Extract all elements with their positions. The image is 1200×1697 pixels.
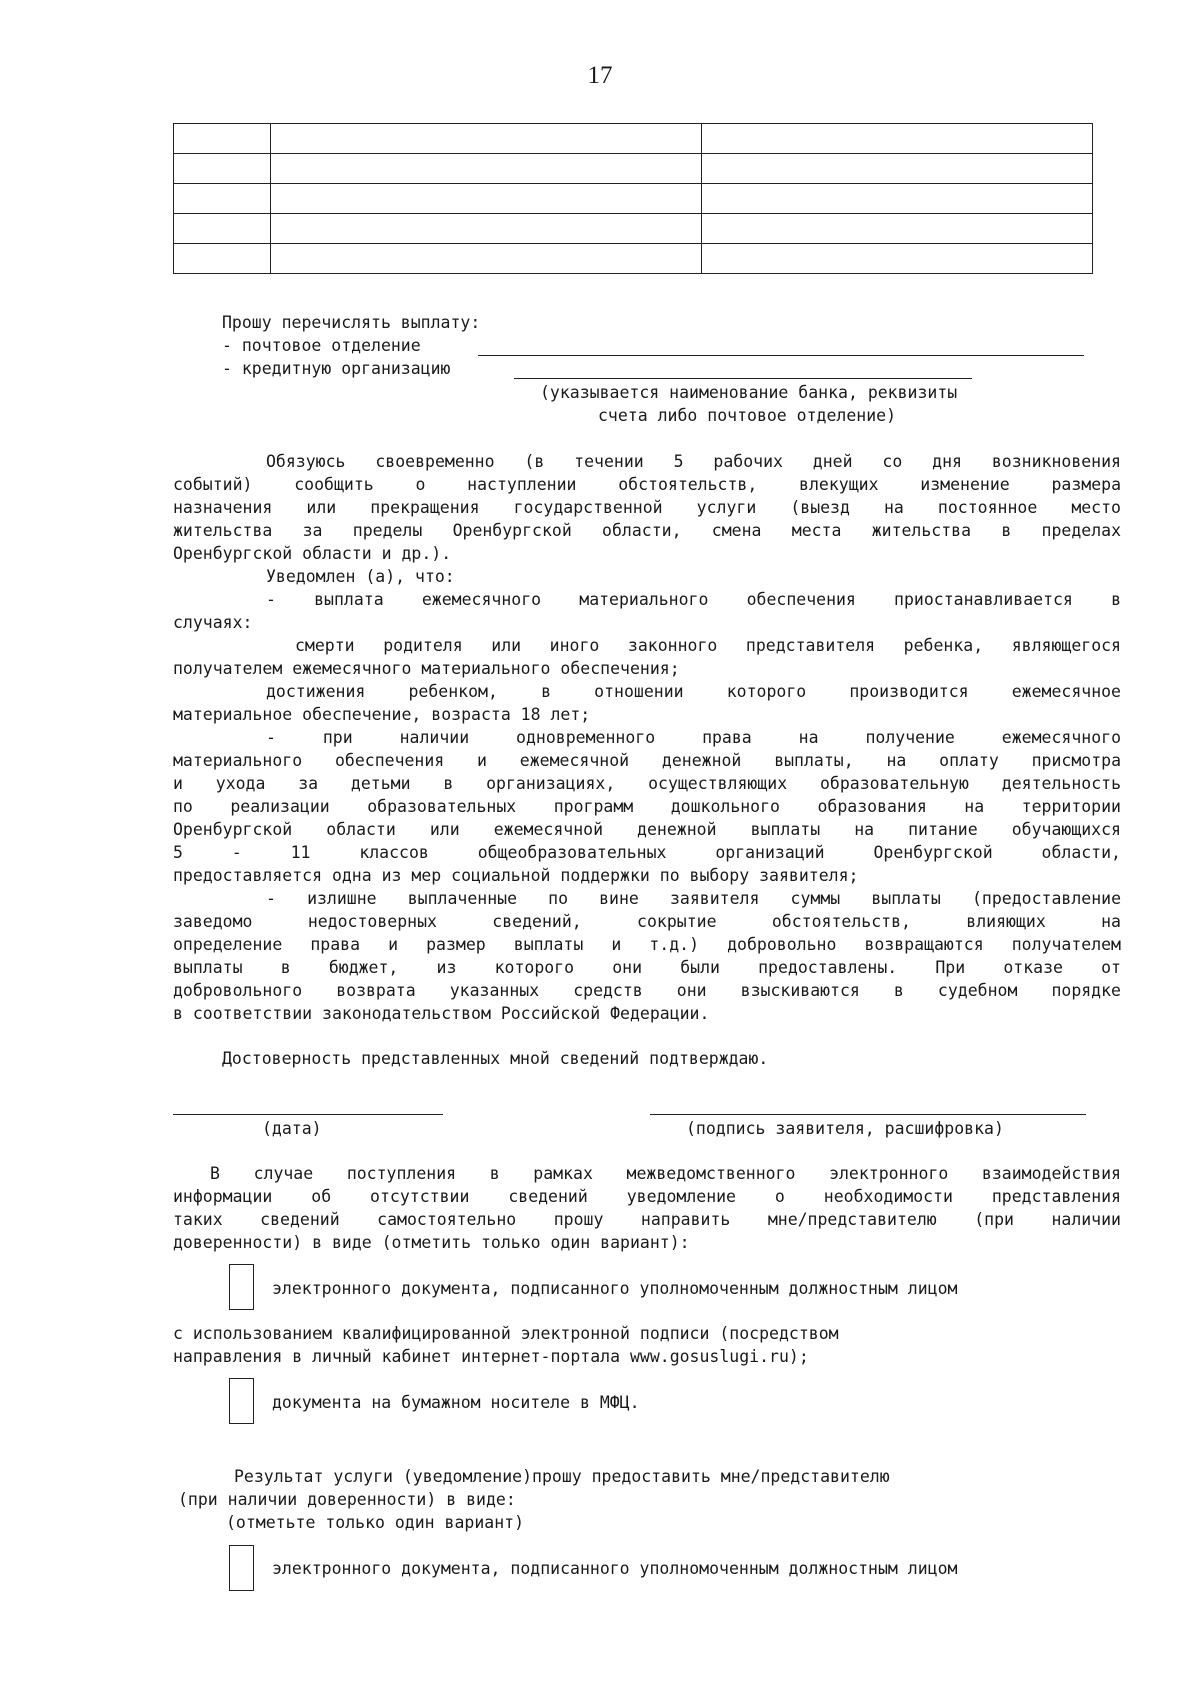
notice-line: предоставляется одна из мер социальной поддержки по выбору заявителя; [173, 866, 859, 885]
interagency-line: таких сведений самостоятельно прошу направить мне/представителю (при наличии [173, 1210, 1121, 1229]
payment-intro: Прошу перечислять выплату: [222, 313, 481, 332]
notice-line: случаях: [173, 613, 253, 632]
option-electronic-cont: с использованием квалифицированной электронной подписи (посредством [173, 1324, 839, 1343]
table-row [174, 124, 1093, 154]
notice-line: - при наличии одновременного права на получение ежемесячного [266, 728, 1121, 747]
notice-line: в соответствии законодательством Российской Федерации. [173, 1004, 710, 1023]
notice-line: 5 - 11 классов общеобразовательных организаций Оренбургской области, [173, 843, 1121, 862]
obligation-line: событий) сообщить о наступлении обстоятельств, влекущих изменение размера [173, 475, 1121, 494]
interagency-line: доверенности) в виде (отметить только один вариант): [173, 1233, 690, 1252]
bank-field[interactable] [514, 378, 972, 379]
confirm-statement: Достоверность представленных мной сведений подтверждаю. [222, 1049, 769, 1068]
notice-line: получателем ежемесячного материального обеспечения; [173, 659, 680, 678]
bank-option: - кредитную организацию [222, 359, 451, 378]
notice-line: - излишне выплаченные по вине заявителя суммы выплаты (предоставление [266, 889, 1121, 908]
notice-line: материальное обеспечение, возраста 18 лет; [173, 705, 591, 724]
date-field[interactable] [173, 1114, 443, 1115]
notice-line: и ухода за детьми в организациях, осуществляющих образовательную деятельность [173, 774, 1121, 793]
post-office-field[interactable] [478, 355, 1084, 356]
option-paper-label: документа на бумажном носителе в МФЦ. [272, 1393, 640, 1412]
date-label: (дата) [262, 1119, 322, 1138]
obligation-line: жительства за пределы Оренбургской области, смена места жительства в пределах [173, 521, 1121, 540]
page-number: 17 [587, 62, 613, 89]
result-line: Результат услуги (уведомление)прошу предоставить мне/представителю [234, 1467, 890, 1486]
result-line: (отметьте только один вариант) [226, 1513, 525, 1532]
notice-line: смерти родителя или иного законного представителя ребенка, являющегося [295, 636, 1121, 655]
interagency-line: информации об отсутствии сведений уведомление о необходимости представления [173, 1187, 1121, 1206]
result-electronic-label: электронного документа, подписанного уполномоченным должностным лицом [272, 1559, 958, 1578]
bank-hint-1: (указывается наименование банка, реквизиты [540, 383, 958, 402]
result-line: (при наличии доверенности) в виде: [178, 1490, 516, 1509]
post-office-option: - почтовое отделение [222, 336, 421, 355]
notice-line: по реализации образовательных программ дошкольного образования на территории [173, 797, 1121, 816]
paper-document-checkbox[interactable] [229, 1378, 254, 1424]
notice-line: добровольного возврата указанных средств они взыскиваются в судебном порядке [173, 981, 1121, 1000]
obligation-line: Оренбургской области и др.). [173, 544, 452, 563]
table-row [174, 154, 1093, 184]
electronic-document-checkbox[interactable] [229, 1264, 254, 1310]
interagency-line: В случае поступления в рамках межведомственного электронного взаимодействия [210, 1164, 1121, 1183]
option-electronic-label: электронного документа, подписанного уполномоченным должностным лицом [272, 1279, 958, 1298]
table-row [174, 214, 1093, 244]
signature-label: (подпись заявителя, расшифровка) [686, 1119, 1004, 1138]
obligation-line: назначения или прекращения государственной услуги (выезд на постоянное место [173, 498, 1121, 517]
notice-line: - выплата ежемесячного материального обеспечения приостанавливается в [266, 590, 1121, 609]
bank-hint-2: счета либо почтовое отделение) [598, 406, 897, 425]
table-row [174, 184, 1093, 214]
signature-field[interactable] [650, 1114, 1086, 1115]
notice-heading: Уведомлен (а), что: [266, 567, 455, 586]
notice-line: Оренбургской области или ежемесячной денежной выплаты на питание обучающихся [173, 820, 1121, 839]
notice-line: заведомо недостоверных сведений, сокрытие обстоятельств, влияющих на [173, 912, 1121, 931]
notice-line: определение права и размер выплаты и т.д.) добровольно возвращаются получателем [173, 935, 1121, 954]
notice-line: выплаты в бюджет, из которого они были предоставлены. При отказе от [173, 958, 1121, 977]
notice-line: материального обеспечения и ежемесячной денежной выплаты, на оплату присмотра [173, 751, 1121, 770]
result-electronic-checkbox[interactable] [229, 1545, 254, 1591]
obligation-line: Обязуюсь своевременно (в течении 5 рабочих дней со дня возникновения [266, 452, 1121, 471]
table-row [174, 244, 1093, 274]
data-table [173, 123, 1093, 274]
option-electronic-cont: направления в личный кабинет интернет-портала www.gosuslugi.ru); [173, 1347, 809, 1366]
notice-line: достижения ребенком, в отношении которого производится ежемесячное [266, 682, 1121, 701]
